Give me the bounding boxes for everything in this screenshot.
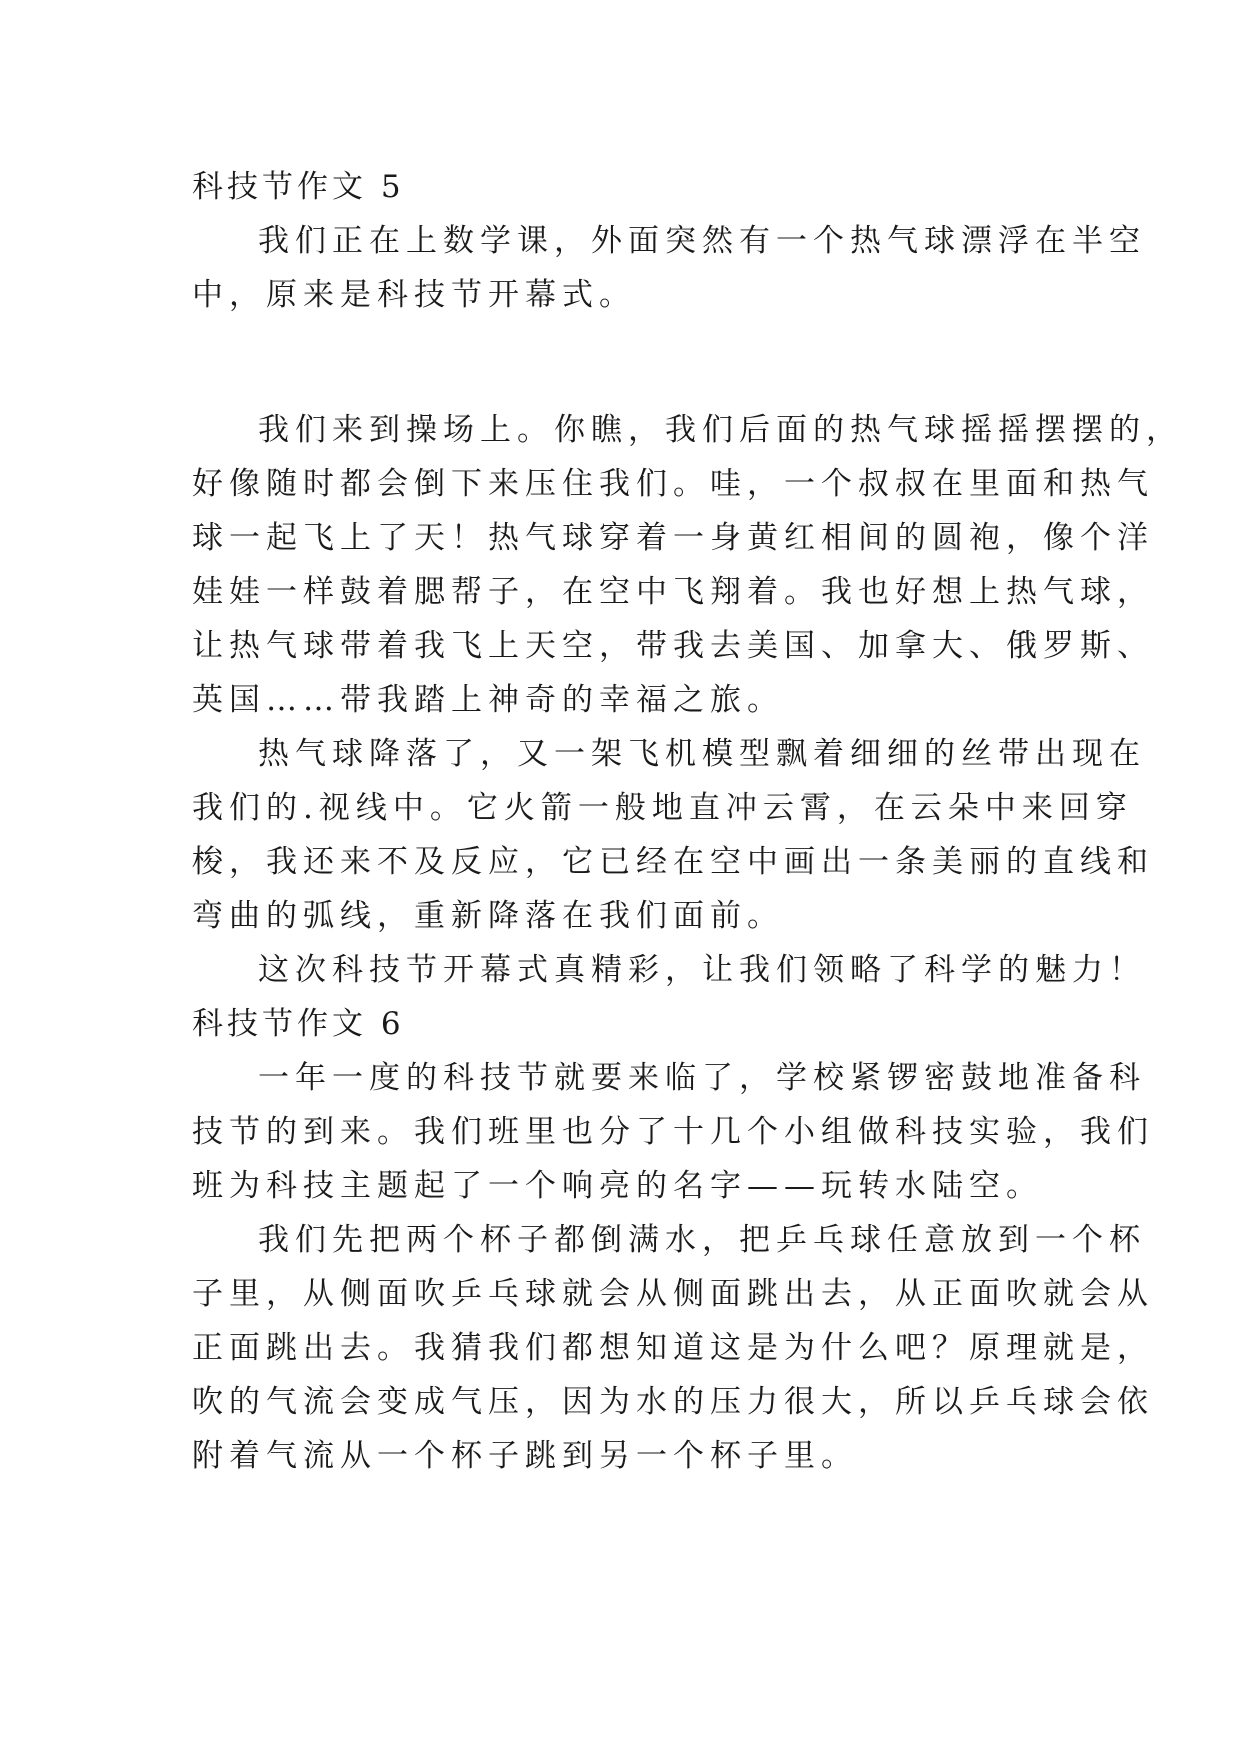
- text-line: 附着气流从一个杯子跳到另一个杯子里。: [192, 1438, 858, 1474]
- text-line: 中，原来是科技节开幕式。: [192, 277, 636, 313]
- paragraph: [192, 727, 1154, 943]
- text-line: 我们先把两个杯子都倒满水，把乒乓球任意放到一个杯: [258, 1222, 1146, 1258]
- text-line: 子里，从侧面吹乒乓球就会从侧面跳出去，从正面吹就会从: [192, 1276, 1154, 1312]
- paragraph: [192, 403, 1183, 727]
- paragraph: [192, 943, 1146, 997]
- paragraph: [192, 1213, 1154, 1483]
- text-line: 正面跳出去。我猜我们都想知道这是为什么吧？原理就是，: [192, 1330, 1154, 1366]
- text-line: 我们正在上数学课，外面突然有一个热气球漂浮在半空: [258, 223, 1146, 259]
- text-line: 让热气球带着我飞上天空，带我去美国、加拿大、俄罗斯、: [192, 628, 1154, 664]
- section-title: 科技节作文 6: [192, 1006, 405, 1042]
- text-line: 班为科技主题起了一个响亮的名字——玩转水陆空。: [192, 1168, 1043, 1204]
- paragraph: [192, 214, 1146, 322]
- text-line: 一年一度的科技节就要来临了，学校紧锣密鼓地准备科: [258, 1060, 1146, 1096]
- text-line: 弯曲的弧线，重新降落在我们面前。: [192, 898, 784, 934]
- document-body: [192, 160, 1183, 1483]
- text-line: 梭，我还来不及反应，它已经在空中画出一条美丽的直线和: [192, 844, 1154, 880]
- section-title: 科技节作文 5: [192, 169, 405, 205]
- text-line: 我们来到操场上。你瞧，我们后面的热气球摇摇摆摆的，: [258, 412, 1183, 448]
- paragraph: [192, 1051, 1154, 1213]
- text-line: 吹的气流会变成气压，因为水的压力很大，所以乒乓球会依: [192, 1384, 1154, 1420]
- text-line: 英国……带我踏上神奇的幸福之旅。: [192, 682, 784, 718]
- text-line: 球一起飞上了天！热气球穿着一身黄红相间的圆袍，像个洋: [192, 520, 1154, 556]
- text-line: 娃娃一样鼓着腮帮子，在空中飞翔着。我也好想上热气球，: [192, 574, 1154, 610]
- text-line: 热气球降落了，又一架飞机模型飘着细细的丝带出现在: [258, 736, 1146, 772]
- text-line: 好像随时都会倒下来压住我们。哇，一个叔叔在里面和热气: [192, 466, 1154, 502]
- text-line: 这次科技节开幕式真精彩，让我们领略了科学的魅力！: [258, 952, 1146, 988]
- text-line: 技节的到来。我们班里也分了十几个小组做科技实验，我们: [192, 1114, 1154, 1150]
- text-line: 我们的.视线中。它火箭一般地直冲云霄，在云朵中来回穿: [192, 790, 1133, 826]
- blank-line: [192, 322, 1054, 376]
